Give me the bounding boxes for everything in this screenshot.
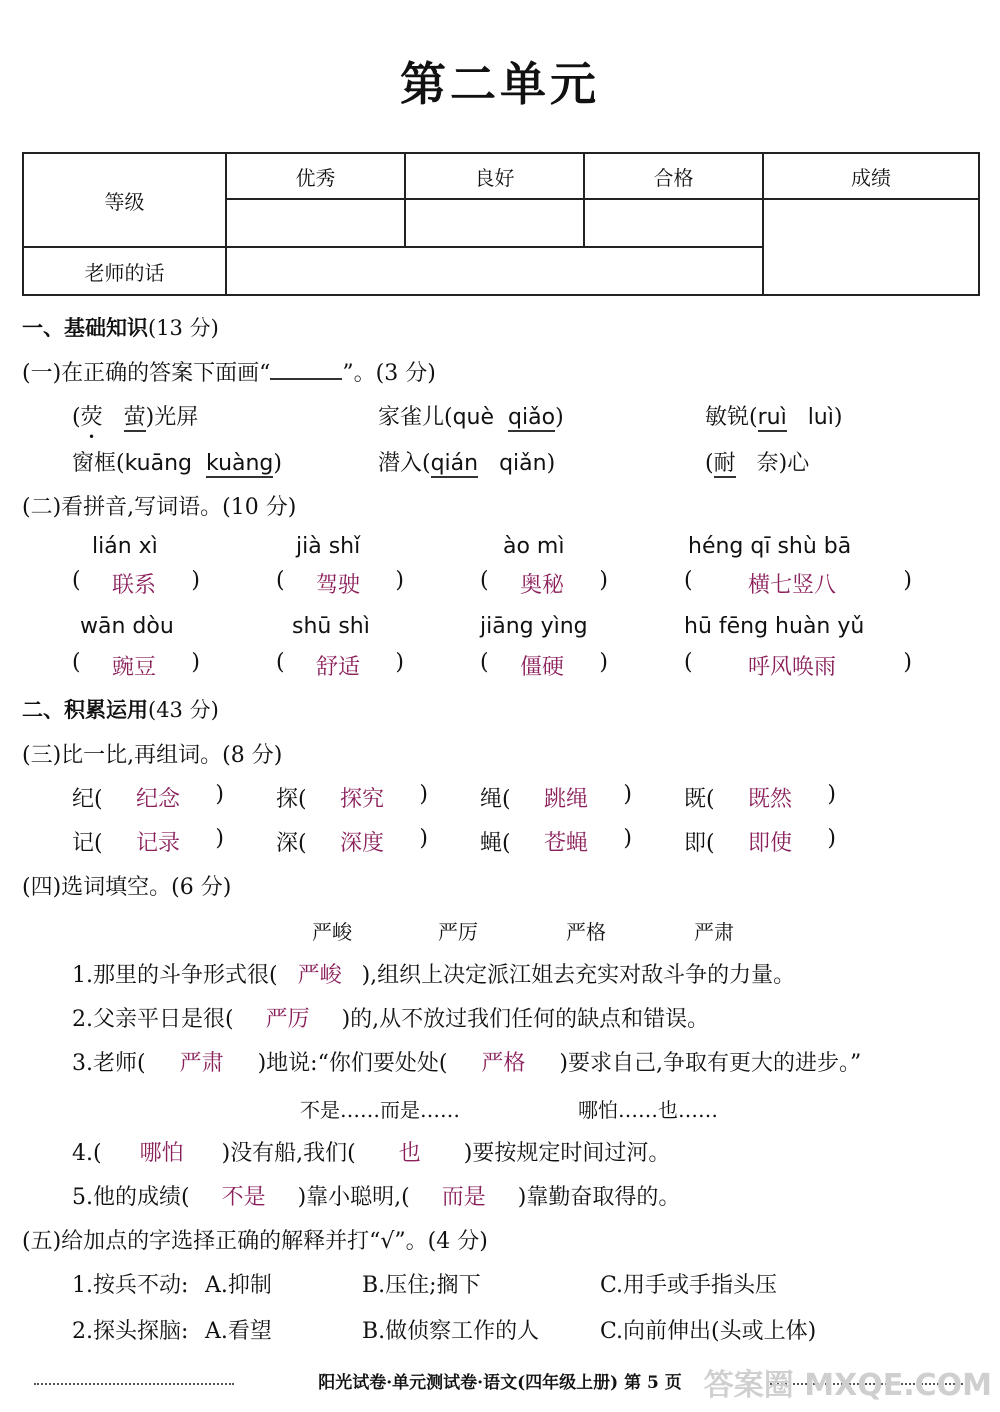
level-pass: 合格 — [584, 153, 763, 199]
level-excellent: 优秀 — [226, 153, 405, 199]
q4-sentence-3: 3.老师( 严肃 )地说:“你们要处处( 严格 )要求自己,争取有更大的进步。” — [72, 1051, 862, 1076]
q4-option-2: 严厉 — [438, 920, 478, 944]
q4-option-3: 严格 — [566, 920, 606, 944]
q4-sentence-5: 5.他的成绩( 不是 )靠小聪明,( 而是 )靠勤奋取得的。 — [72, 1185, 681, 1210]
level-good: 良好 — [405, 153, 584, 199]
q2-answer-8: ( 呼风唤雨 ) — [684, 650, 912, 680]
cell-good — [405, 199, 584, 247]
q1-item-3: 敏锐(ruì luì) — [705, 405, 843, 430]
q2-answer-5: ( 豌豆 ) — [72, 650, 200, 680]
q3-heading: (三)比一比,再组词。(8 分) — [22, 743, 283, 768]
q1-item-5: 潜入(qián qiǎn) — [378, 451, 556, 476]
page-title: 第二单元 — [400, 57, 600, 111]
q4-option-1: 严峻 — [312, 920, 352, 944]
q2-pinyin-4: héng qī shù bā — [688, 534, 852, 559]
q2-heading: (二)看拼音,写词语。(10 分) — [22, 495, 297, 520]
q2-pinyin-7: jiāng yìng — [480, 614, 588, 639]
q5-row-2-option-b: B.做侦察工作的人 — [362, 1319, 540, 1344]
score-label: 成绩 — [763, 153, 979, 199]
q2-pinyin-1: lián xì — [92, 534, 158, 559]
q3-pair-7: 蝇( 苍蝇 ) — [480, 826, 632, 856]
cell-comment — [226, 247, 763, 295]
q2-answer-7: ( 僵硬 ) — [480, 650, 608, 680]
q5-heading: (五)给加点的字选择正确的解释并打“√”。(4 分) — [22, 1229, 488, 1254]
q2-pinyin-3: ào mì — [503, 534, 565, 559]
q2-pinyin-8: hū fēng huàn yǔ — [684, 614, 865, 639]
q2-pinyin-6: shū shì — [292, 614, 370, 639]
q3-pair-2: 探( 探究 ) — [276, 782, 428, 812]
level-label: 等级 — [23, 153, 226, 247]
q3-pair-6: 深( 深度 ) — [276, 826, 428, 856]
q1-item-6: (耐 奈)心 — [705, 451, 810, 476]
q5-row-1-option-c: C.用手或手指头压 — [600, 1273, 778, 1298]
q4-option-4: 严肃 — [694, 920, 734, 944]
q5-row-2-word: 2.探头探脑: — [72, 1319, 189, 1344]
section-2-heading: 二、积累运用(43 分) — [22, 697, 219, 722]
q1-item-1: (荧 萤)光屏 — [72, 405, 199, 430]
q2-pinyin-2: jià shǐ — [296, 534, 361, 559]
q3-pair-4: 既( 既然 ) — [684, 782, 836, 812]
q5-row-2-option-a: A.看望 — [205, 1319, 272, 1344]
q4-sentence-1: 1.那里的斗争形式很( 严峻 ),组织上决定派江姐去充实对敌斗争的力量。 — [72, 963, 796, 988]
q5-row-1-option-b: B.压住;搁下 — [362, 1273, 481, 1298]
q4-sentence-4: 4.( 哪怕 )没有船,我们( 也 )要按规定时间过河。 — [72, 1141, 671, 1166]
section-1-heading: 一、基础知识(13 分) — [22, 315, 219, 340]
q4-sentence-2: 2.父亲平日是很( 严厉 )的,从不放过我们任何的缺点和错误。 — [72, 1007, 710, 1032]
q5-row-1-option-a: A.抑制 — [205, 1273, 272, 1298]
page-footer: 阳光试卷·单元测试卷·语文(四年级上册) 第 5 页 — [318, 1373, 682, 1393]
q2-answer-6: ( 舒适 ) — [276, 650, 404, 680]
watermark: 答案圈 MXQE.COM — [703, 1368, 992, 1403]
q2-pinyin-5: wān dòu — [80, 614, 174, 639]
q5-row-2-option-c: C.向前伸出(头或上体) — [600, 1319, 817, 1344]
q2-answer-1: ( 联系 ) — [72, 568, 200, 598]
cell-pass — [584, 199, 763, 247]
q3-pair-3: 绳( 跳绳 ) — [480, 782, 632, 812]
q3-pair-5: 记( 记录 ) — [72, 826, 224, 856]
cell-score — [763, 199, 979, 295]
q5-row-1-word: 1.按兵不动: — [72, 1273, 189, 1298]
cell-excellent — [226, 199, 405, 247]
q2-answer-3: ( 奥秘 ) — [480, 568, 608, 598]
q3-pair-8: 即( 即使 ) — [684, 826, 836, 856]
q1-item-4: 窗框(kuāng kuàng) — [72, 451, 282, 476]
q1-item-2: 家雀儿(què qiǎo) — [378, 405, 564, 430]
comment-label: 老师的话 — [23, 247, 226, 295]
grade-table — [22, 152, 980, 296]
q4-connector-2: 哪怕……也…… — [578, 1098, 718, 1122]
q1-heading: (一)在正确的答案下面画“ ”。(3 分) — [22, 361, 436, 386]
q2-answer-2: ( 驾驶 ) — [276, 568, 404, 598]
q2-answer-4: ( 横七竖八 ) — [684, 568, 912, 598]
q3-pair-1: 纪( 纪念 ) — [72, 782, 224, 812]
q4-heading: (四)选词填空。(6 分) — [22, 875, 232, 900]
q4-connector-1: 不是……而是…… — [300, 1098, 460, 1122]
